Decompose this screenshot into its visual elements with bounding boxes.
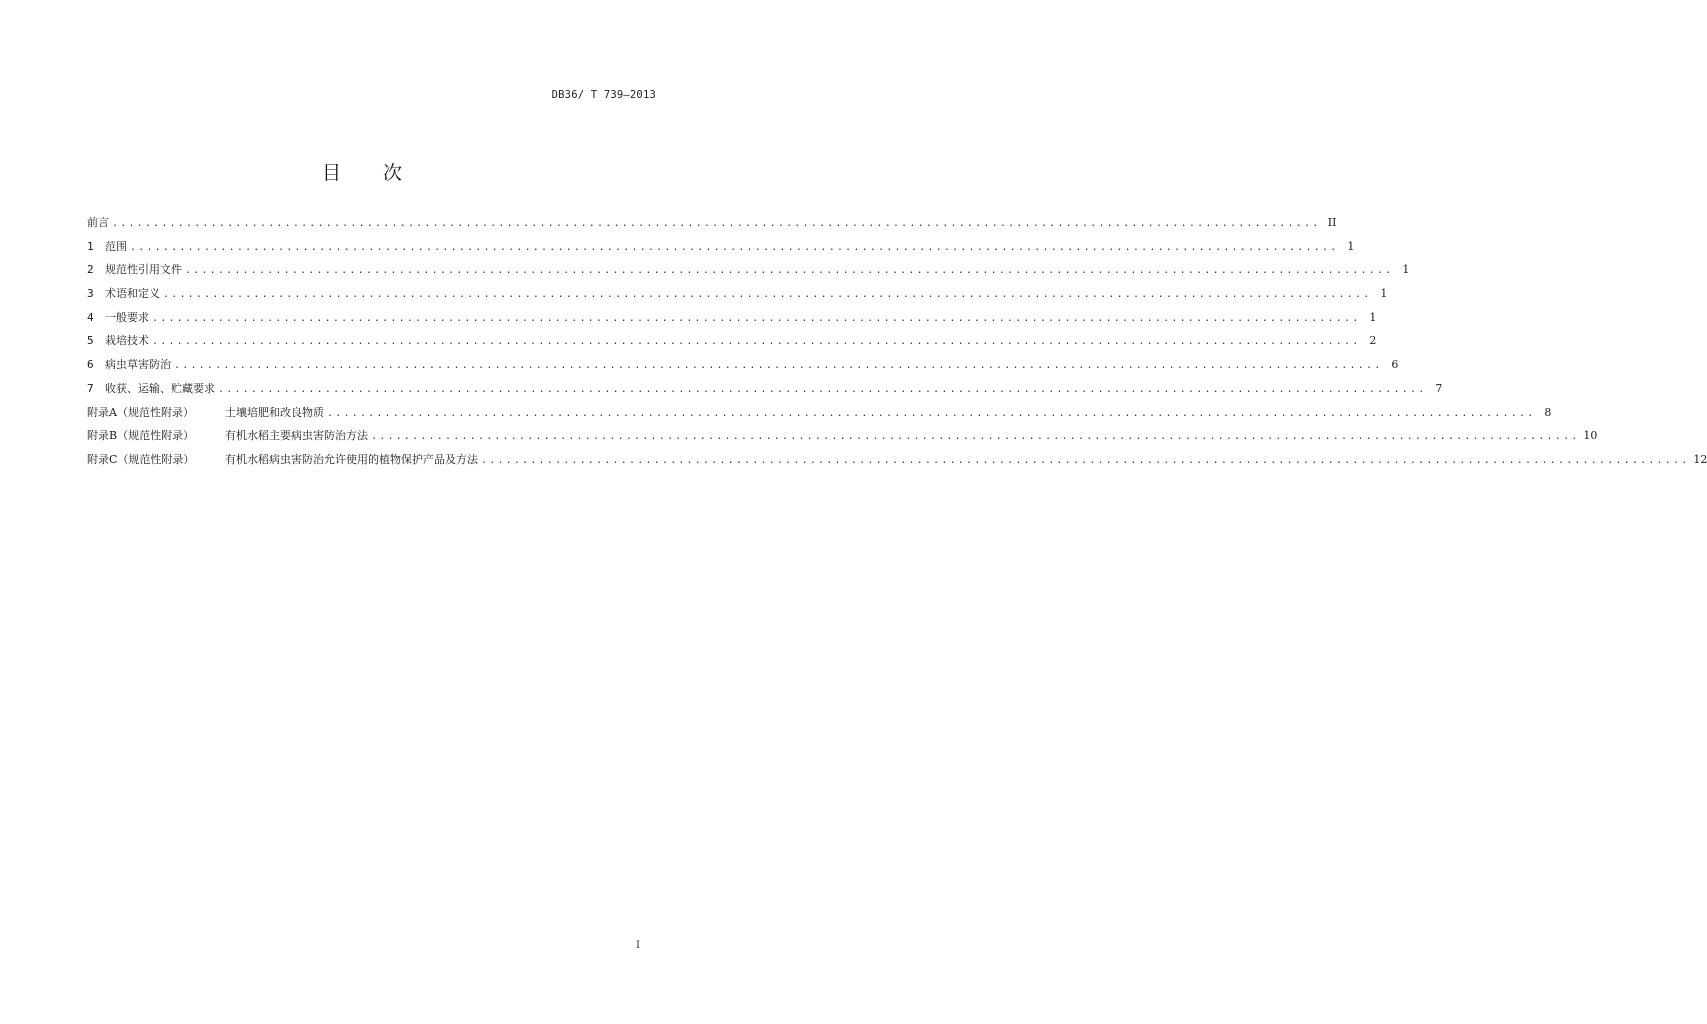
toc-entry-label: 范围 (105, 239, 127, 253)
toc-appendix-designation: 附录A（规范性附录） (87, 405, 194, 419)
toc-leader-dots: ................................................................................................................................................... (218, 383, 1427, 395)
toc-entry-pest-control[interactable] (87, 358, 1399, 382)
toc-entry-number: 1 (87, 239, 94, 253)
toc-entry-page: 8 (1544, 405, 1552, 419)
toc-entry-page: 1 (1380, 287, 1388, 301)
toc-entry-general-requirements[interactable] (87, 310, 1377, 335)
standard-code: DB36/ T 739—2013 (551, 89, 656, 101)
toc-entry-number: 6 (87, 358, 94, 372)
toc-leader-dots: ................................................................................................................................................... (185, 265, 1394, 277)
toc-entry-page: 1 (1347, 239, 1355, 253)
toc-entry-number: 4 (87, 310, 94, 324)
table-of-contents (87, 216, 1707, 477)
toc-entry-label: 土壤培肥和改良物质 (225, 405, 324, 419)
toc-entry-page: 10 (1583, 429, 1598, 443)
toc-entry-label: 术语和定义 (105, 287, 160, 301)
toc-entry-label: 栽培技术 (105, 334, 149, 348)
toc-entry-number: 5 (87, 334, 94, 348)
toc-leader-dots: ................................................................................................................................................... (371, 431, 1580, 443)
toc-entry-label: 收获、运输、贮藏要求 (105, 381, 215, 395)
toc-entry-terms-definitions[interactable] (87, 287, 1388, 311)
toc-entry-harvest-transport-storage[interactable] (87, 381, 1443, 406)
toc-entry-label: 规范性引用文件 (105, 263, 182, 277)
toc-leader-dots: ................................................................................................................................................... (174, 360, 1383, 372)
toc-entry-page: 12 (1693, 452, 1707, 466)
toc-entry-number: 3 (87, 287, 94, 301)
page-number: I (636, 940, 640, 951)
toc-entry-page: 2 (1369, 334, 1377, 348)
toc-entry-page: 6 (1391, 358, 1399, 372)
toc-entry-appendix-c[interactable] (87, 452, 1707, 477)
toc-leader-dots: ................................................................................................................................................... (327, 407, 1536, 419)
toc-entry-normative-references[interactable] (87, 263, 1410, 287)
toc-entry-page: II (1327, 216, 1337, 229)
toc-entry-label: 有机水稻主要病虫害防治方法 (225, 429, 368, 443)
toc-entry-page: 1 (1369, 310, 1377, 324)
toc-leader-dots: ................................................................................................................................................... (163, 289, 1372, 301)
toc-entry-scope[interactable] (87, 239, 1355, 264)
toc-leader-dots: ................................................................................................................................................... (152, 312, 1361, 324)
toc-entry-label: 一般要求 (105, 310, 149, 324)
toc-leader-dots: ................................................................................................................................................... (130, 241, 1339, 253)
toc-appendix-designation: 附录B（规范性附录） (87, 429, 195, 443)
toc-entry-cultivation[interactable] (87, 334, 1377, 358)
toc-entry-label: 前言 (87, 216, 109, 229)
toc-entry-page: 7 (1435, 381, 1443, 395)
toc-appendix-designation: 附录C（规范性附录） (87, 452, 195, 466)
toc-entry-label: 有机水稻病虫害防治允许使用的植物保护产品及方法 (225, 452, 478, 466)
toc-entry-label: 病虫草害防治 (105, 358, 171, 372)
toc-entry-page: 1 (1402, 263, 1410, 277)
toc-leader-dots: ................................................................................................................................................... (112, 218, 1321, 229)
toc-leader-dots: ................................................................................................................................................... (481, 454, 1690, 466)
page-title: 目 次 (321, 162, 421, 184)
toc-entry-number: 7 (87, 381, 94, 395)
toc-entry-foreword[interactable] (87, 216, 1337, 240)
toc-entry-appendix-b[interactable] (87, 429, 1598, 453)
toc-entry-appendix-a[interactable] (87, 405, 1552, 430)
toc-leader-dots: ................................................................................................................................................... (152, 336, 1361, 348)
toc-entry-number: 2 (87, 263, 94, 277)
